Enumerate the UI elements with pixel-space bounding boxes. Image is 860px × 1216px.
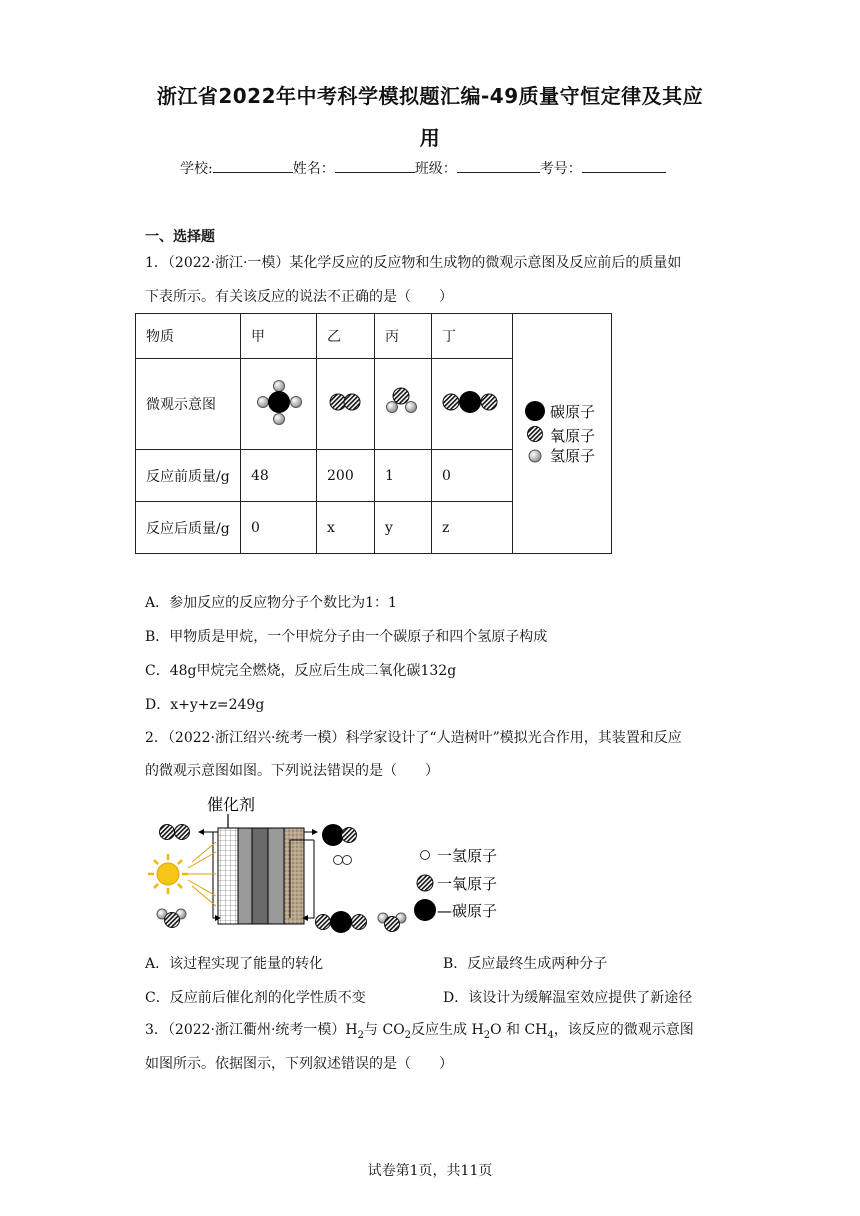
q1-stem-line2: 下表所示。有关该反应的说法不正确的是（ ） — [145, 289, 453, 305]
micro-cell-yi — [317, 359, 375, 450]
legend-oxygen-label: 一氧原子 — [437, 875, 498, 893]
q2-stem-line2: 的微观示意图如图。下列说法错误的是（ ） — [145, 763, 439, 779]
header-cell: 丙 — [375, 314, 432, 359]
figure-legend — [414, 847, 497, 921]
section-title: 一、选择题 — [145, 229, 215, 245]
water-molecule-icon — [157, 909, 186, 928]
q3-text: O 和 CH — [490, 1022, 548, 1038]
atom-legend — [513, 315, 611, 549]
header-cell: 乙 — [317, 314, 375, 359]
light-rays — [188, 842, 216, 906]
row-label: 反应前质量/g — [136, 450, 241, 502]
q3-text: 反应生成 H — [411, 1022, 484, 1038]
table-cell: x — [317, 502, 375, 554]
oxygen-molecule-icon — [317, 359, 374, 445]
legend-oxygen-label: 氧原子 — [550, 426, 596, 445]
header-cell: 甲 — [241, 314, 317, 359]
q3-text: 与 CO — [364, 1022, 405, 1038]
methane-molecule-icon — [241, 359, 316, 445]
q2-option-d[interactable]: D．该设计为缓解温室效应提供了新途径 — [443, 990, 693, 1006]
catalyst-label: 催化剂 — [207, 795, 256, 814]
electrode-layer — [238, 828, 252, 924]
class-label: 班级： — [414, 161, 457, 177]
row-label: 反应后质量/g — [136, 502, 241, 554]
carbon-monoxide-molecule-icon — [322, 824, 357, 846]
catalyst-layer-right — [284, 828, 304, 924]
row-label: 微观示意图 — [136, 359, 241, 450]
table-cell: 1 — [375, 450, 432, 502]
oxygen-atom-icon — [528, 426, 543, 441]
legend-hydrogen-label: 氢原子 — [550, 446, 596, 465]
table-cell: 0 — [432, 450, 513, 502]
q1-option-a[interactable]: A．参加反应的反应物分子个数比为1：1 — [145, 595, 397, 611]
table-cell: 48 — [241, 450, 317, 502]
table-cell: 0 — [241, 502, 317, 554]
hydrogen-atom-icon — [529, 450, 541, 462]
q3-text: ，该反应的微观示意图 — [553, 1022, 694, 1038]
carbon-dioxide-molecule-icon — [316, 911, 367, 933]
q2-stem-line1: 2．（2022·浙江绍兴·统考一模）科学家设计了“人造树叶”模拟光合作用，其装置和反应 — [145, 730, 682, 746]
number-blank[interactable] — [582, 160, 666, 173]
carbon-atom-icon — [525, 401, 545, 421]
sun-icon — [148, 854, 188, 894]
legend-carbon-label: —碳原子 — [437, 902, 498, 920]
page-footer: 试卷第1页，共11页 — [367, 1163, 493, 1179]
water-molecule-icon — [375, 359, 431, 445]
oxygen-atom-icon — [417, 875, 433, 891]
hydrogen-molecule-icon — [334, 856, 352, 865]
table-cell: y — [375, 502, 432, 554]
hydrogen-atom-icon — [421, 851, 430, 860]
micro-cell-ding — [432, 359, 513, 450]
header-cell: 丁 — [432, 314, 513, 359]
page-title-line1: 浙江省2022年中考科学模拟题汇编-49质量守恒定律及其应 — [156, 84, 704, 108]
school-label: 学校: — [180, 161, 213, 177]
legend-hydrogen-label: 一氢原子 — [437, 847, 498, 865]
student-info-line — [180, 158, 666, 178]
table-header-row — [136, 314, 612, 359]
q3-stem-line2: 如图所示。依据图示，下列叙述错误的是（ ） — [145, 1056, 453, 1072]
legend-carbon-label: 碳原子 — [550, 402, 596, 421]
q1-option-c[interactable]: C．48g甲烷完全燃烧，反应后生成二氧化碳132g — [145, 663, 457, 679]
water-molecule-icon — [378, 913, 406, 932]
subscript: 4 — [547, 1029, 554, 1041]
q2-option-c[interactable]: C．反应前后催化剂的化学性质不变 — [145, 990, 366, 1006]
subscript: 2 — [357, 1029, 365, 1041]
q1-data-table — [135, 313, 612, 554]
artificial-leaf-figure — [140, 790, 520, 940]
number-label: 考号： — [539, 161, 582, 177]
legend-cell — [513, 314, 612, 554]
carbon-dioxide-molecule-icon — [432, 359, 512, 445]
q3-stem-line1 — [145, 1014, 725, 1052]
class-blank[interactable] — [457, 160, 540, 173]
q2-option-b[interactable]: B．反应最终生成两种分子 — [443, 956, 608, 972]
q1-option-b[interactable]: B．甲物质是甲烷，一个甲烷分子由一个碳原子和四个氢原子构成 — [145, 629, 548, 645]
name-label: 姓名： — [292, 161, 335, 177]
q2-option-a[interactable]: A．该过程实现了能量的转化 — [145, 956, 324, 972]
page-title-line2: 用 — [419, 126, 441, 150]
carbon-atom-icon — [414, 899, 436, 921]
q1-option-d[interactable]: D．x+y+z=249g — [145, 697, 265, 713]
catalyst-layer — [218, 828, 238, 924]
school-blank[interactable] — [213, 160, 293, 173]
q3-text: 3．（2022·浙江衢州·统考一模）H — [145, 1022, 358, 1038]
electrode-layer — [268, 828, 284, 924]
table-cell: 200 — [317, 450, 375, 502]
q1-stem-line1: 1．（2022·浙江·一模）某化学反应的反应物和生成物的微观示意图及反应前后的质量如 — [145, 255, 682, 271]
oxygen-molecule-icon — [160, 825, 190, 840]
micro-cell-bing — [375, 359, 432, 450]
header-cell: 物质 — [136, 314, 241, 359]
name-blank[interactable] — [335, 160, 415, 173]
subscript: 2 — [404, 1029, 412, 1041]
subscript: 2 — [483, 1029, 491, 1041]
electrode-layer — [252, 828, 268, 924]
micro-cell-jia — [241, 359, 317, 450]
table-cell: z — [432, 502, 513, 554]
